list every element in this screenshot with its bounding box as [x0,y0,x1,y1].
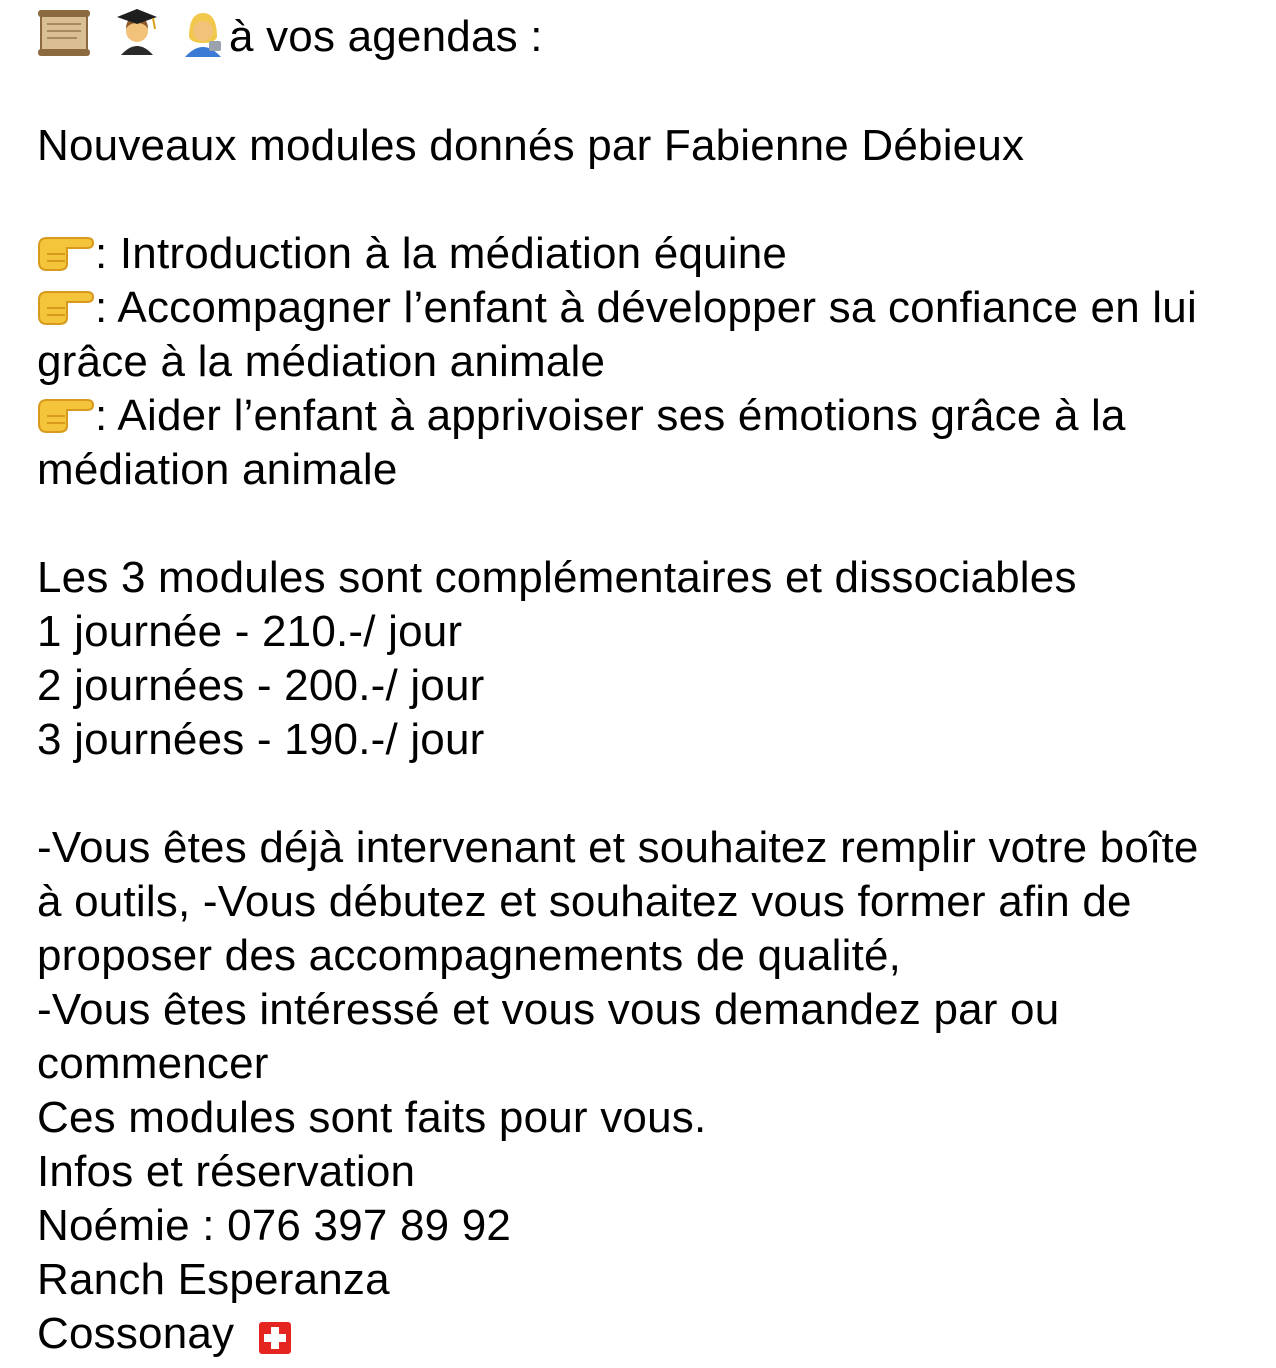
module-text: : Aider l’enfant à apprivoiser ses émotions grâce à la [95,391,1126,441]
module-text: : Accompagner l’enfant à développer sa confiance en lui [95,283,1197,333]
contact-label: Infos et réservation [37,1147,416,1197]
audience-line: proposer des accompagnements de qualité, [37,931,902,981]
page-title: Nouveaux modules donnés par Fabienne Débieux [37,121,1025,171]
audience-line: -Vous êtes intéressé et vous vous demandez par ou [37,985,1060,1035]
pricing-line: 2 journées - 200.-/ jour [37,661,485,711]
office-worker-icon [179,7,227,59]
pointing-hand-icon [37,284,95,326]
contact-phone: Noémie : 076 397 89 92 [37,1201,512,1251]
pricing-line: 1 journée - 210.-/ jour [37,607,463,657]
intro-text: à vos agendas : [229,12,543,61]
module-item-2-cont: grâce à la médiation animale [37,337,606,387]
audience-line: Ces modules sont faits pour vous. [37,1093,707,1143]
spacer [37,173,1267,227]
scroll-icon [37,8,91,58]
module-text: : Introduction à la médiation équine [95,229,788,279]
student-icon [113,7,161,59]
contact-city-line [37,1307,1267,1361]
module-item-1 [37,227,1267,281]
pointing-hand-icon [37,392,95,434]
pricing-summary: Les 3 modules sont complémentaires et dissociables [37,553,1077,603]
module-item-3 [37,389,1267,443]
contact-venue: Ranch Esperanza [37,1255,390,1305]
audience-line: commencer [37,1039,269,1089]
audience-line: -Vous êtes déjà intervenant et souhaitez remplir votre boîte [37,823,1199,873]
pricing-line: 3 journées - 190.-/ jour [37,715,485,765]
pointing-hand-icon [37,230,95,272]
post-text [37,10,1267,1361]
module-item-2 [37,281,1267,335]
contact-city: Cossonay [37,1309,235,1359]
swiss-flag-icon [258,1314,292,1348]
module-item-3-cont: médiation animale [37,445,398,495]
intro-line [37,10,1267,65]
spacer [37,767,1267,821]
audience-line: à outils, -Vous débutez et souhaitez vous former afin de [37,877,1132,927]
spacer [37,497,1267,551]
spacer [37,65,1267,119]
